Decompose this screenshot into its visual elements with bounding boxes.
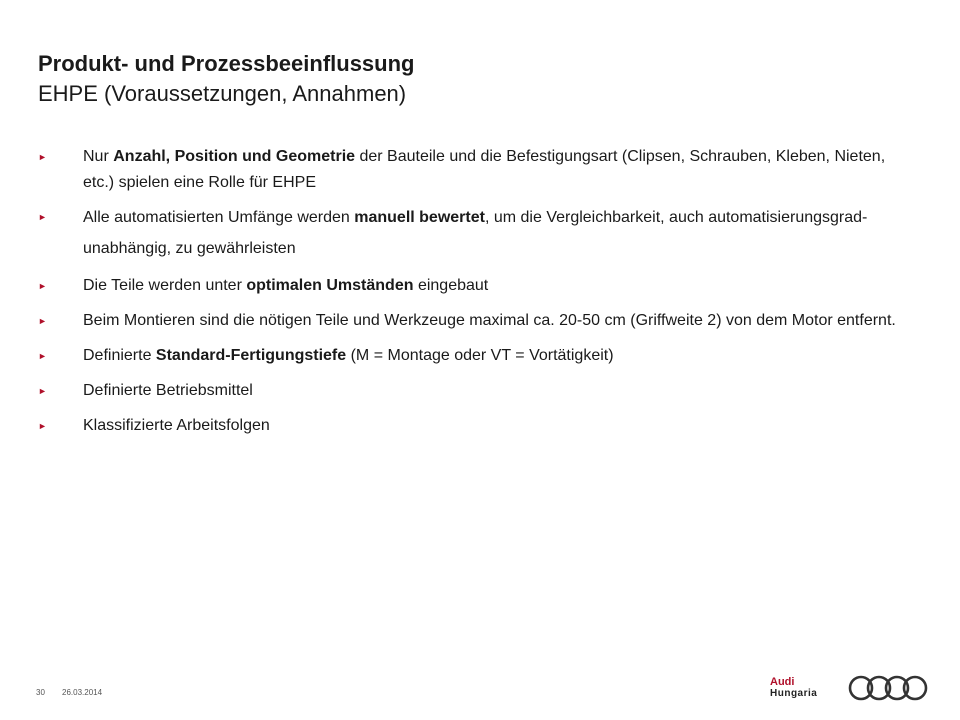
- bullet-text: Nur: [83, 148, 114, 165]
- triangle-right-icon: ►: [38, 316, 47, 326]
- bullet-item: [38, 144, 918, 196]
- bullet-text: Definierte: [83, 347, 156, 364]
- bullet-list: [38, 144, 918, 448]
- bullet-text: , um die Vergleichbarkeit, auch automatisierungsgrad-unabhängig, zu gewährleisten: [83, 209, 868, 257]
- bullet-emphasis: manuell bewertet: [354, 209, 485, 226]
- logo-sub: Hungaria: [770, 688, 818, 699]
- bullet-item: [38, 202, 918, 264]
- bullet-text: eingebaut: [413, 277, 489, 294]
- triangle-right-icon: ►: [38, 152, 47, 162]
- slide-title: Produkt- und Prozessbeeinflussung: [38, 51, 415, 76]
- bullet-text: Alle automatisierten Umfänge werden: [83, 209, 355, 226]
- bullet-item: [38, 413, 918, 439]
- bullet-text: Klassifizierte Arbeitsfolgen: [83, 417, 270, 434]
- triangle-right-icon: ►: [38, 281, 47, 291]
- triangle-right-icon: ►: [38, 351, 47, 361]
- bullet-item: [38, 273, 918, 299]
- bullet-text: Beim Montieren sind die nötigen Teile und Werkzeuge maximal ca. 20-50 cm (Griffweite 2) von dem Motor entfernt.: [83, 312, 896, 329]
- bullet-text: der Bauteile und die Befestigungsart (Clipsen, Schrauben, Kleben, Nieten, etc.) spielen eine Rolle für EHPE: [83, 148, 886, 191]
- bullet-emphasis: Anzahl, Position und Geometrie: [113, 148, 356, 165]
- bullet-emphasis: Standard-Fertigungstiefe: [155, 347, 347, 364]
- bullet-text: Die Teile werden unter: [83, 277, 247, 294]
- bullet-text: (M = Montage oder VT = Vortätigkeit): [346, 347, 614, 364]
- triangle-right-icon: ►: [38, 386, 47, 396]
- bullet-text: Definierte Betriebsmittel: [83, 382, 253, 399]
- slide-subtitle: EHPE (Voraussetzungen, Annahmen): [38, 81, 407, 106]
- bullet-item: [38, 343, 918, 369]
- bullet-item: [38, 378, 918, 404]
- triangle-right-icon: ►: [38, 212, 47, 222]
- footer-date: 26.03.2014: [62, 688, 103, 697]
- bullet-emphasis: optimalen Umständen: [246, 277, 414, 294]
- logo-brand: Audi: [770, 676, 795, 688]
- bullet-item: [38, 308, 918, 334]
- audi-rings-icon: [848, 673, 928, 703]
- audi-hungaria-logo: [770, 677, 817, 699]
- triangle-right-icon: ►: [38, 421, 47, 431]
- page-number: 30: [36, 688, 45, 697]
